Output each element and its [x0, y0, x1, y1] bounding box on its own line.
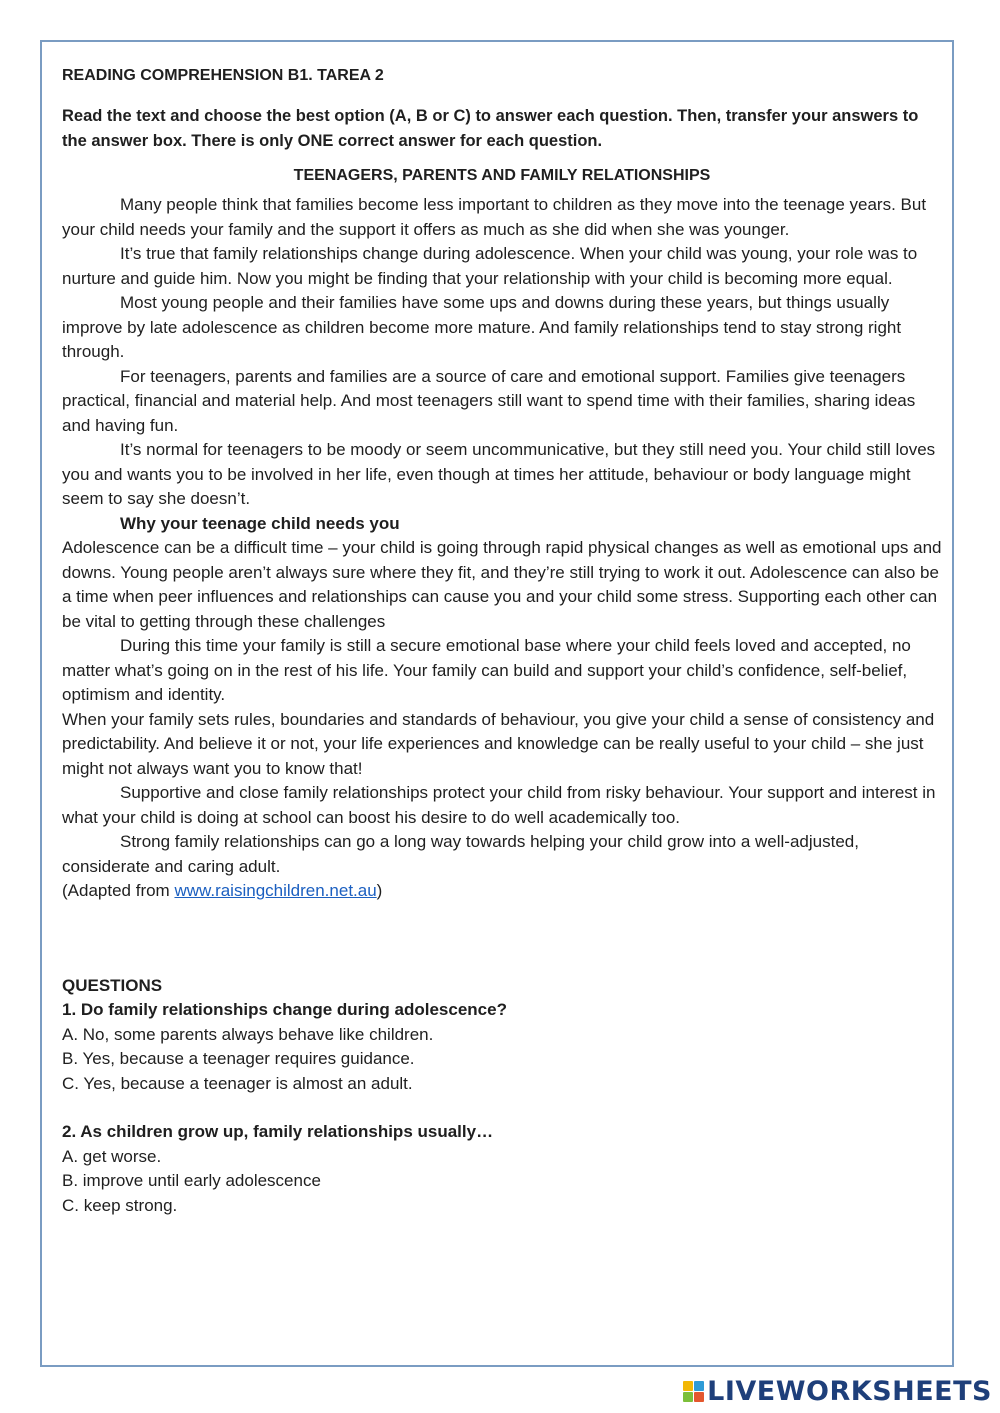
questions-title: QUESTIONS [62, 975, 163, 995]
answer-option: A. No, some parents always behave like children. [62, 1024, 434, 1044]
logo-grid-icon [683, 1381, 704, 1402]
article-paragraph: Strong family relationships can go a long way towards helping your child grow into a well-adjusted, considerate and caring adult. [62, 832, 859, 876]
article-paragraph: It’s true that family relationships change during adolescence. When your child was young, your role was to nurture and guide him. Now you might be finding that your relationship with your child is becoming more equal. [62, 244, 918, 288]
question-text: 1. Do family relationships change during adolescence? [62, 1000, 507, 1019]
answer-option: C. Yes, because a teenager is almost an adult. [62, 1073, 413, 1093]
article-paragraph: Most young people and their families have some ups and downs during these years, but things usually improve by late adolescence as children become more mature. And family relationships tend to stay strong right through. [62, 293, 902, 361]
source-prefix: (Adapted from [62, 881, 175, 900]
liveworksheets-logo[interactable] [683, 1376, 992, 1407]
logo-square-2 [694, 1381, 704, 1391]
question-block [62, 1120, 942, 1218]
article-title: TEENAGERS, PARENTS AND FAMILY RELATIONSHIPS [293, 166, 711, 184]
article-subheading: Why your teenage child needs you [120, 513, 400, 533]
answer-option: A. get worse. [62, 1146, 162, 1166]
worksheet-page [40, 40, 954, 1367]
article-paragraph: When your family sets rules, boundaries and standards of behaviour, you give your child a sense of consistency and predictability. And believe it or not, your life experiences and knowledge can be really useful to your child – she just might not always want you to know that! [62, 709, 935, 778]
worksheet-content [62, 64, 942, 1242]
question-block [62, 998, 942, 1096]
article-paragraph: Supportive and close family relationships protect your child from risky behaviour. Your support and interest in what your child is doing at school can boost his desire to do well academically too. [62, 783, 936, 827]
logo-square-3 [683, 1392, 693, 1402]
answer-option: C. keep strong. [62, 1195, 178, 1215]
source-suffix: ) [376, 881, 383, 900]
article-source [62, 879, 942, 904]
answer-option: B. Yes, because a teenager requires guidance. [62, 1049, 415, 1068]
worksheet-heading: READING COMPREHENSION B1. TAREA 2 [62, 67, 384, 84]
article-paragraph: During this time your family is still a secure emotional base where your child feels loved and accepted, no matter what’s going on in the rest of his life. Your family can build and support your child’s confidence, self-belief, optimism and identity. [62, 636, 911, 704]
article-paragraph: It’s normal for teenagers to be moody or seem uncommunicative, but they still need you. Your child still loves you and wants you to be involved in her life, even though at times her attitude, behaviour or body language might seem to say she doesn’t. [62, 440, 936, 508]
question-text: 2. As children grow up, family relationships usually… [62, 1122, 494, 1141]
source-link[interactable]: www.raisingchildren.net.au [174, 881, 377, 900]
answer-option: B. improve until early adolescence [62, 1171, 321, 1190]
article-paragraph: For teenagers, parents and families are a source of care and emotional support. Families give teenagers practical, financial and material help. And most teenagers still want to spend time with their families, sharing ideas and having fun. [62, 366, 916, 435]
logo-square-1 [683, 1381, 693, 1391]
article-paragraph: Adolescence can be a difficult time – your child is going through rapid physical changes as well as emotional ups and downs. Young people aren’t always sure where they fit, and they’re still trying to work it out. Adolescence can also be a time when peer influences and relationships can cause you and your child some stress. Supporting each other can be vital to getting through these challenges [62, 538, 942, 631]
article-paragraph: Many people think that families become less important to children as they move into the teenage years. But your child needs your family and the support it offers as much as she did when she was younger. [62, 195, 927, 239]
logo-square-4 [694, 1392, 704, 1402]
brand-name: LIVEWORKSHEETS [707, 1376, 992, 1407]
instructions: Read the text and choose the best option (A, B or C) to answer each question. Then, transfer your answers to the answer box. There is only ONE correct answer for each question. [62, 106, 919, 150]
